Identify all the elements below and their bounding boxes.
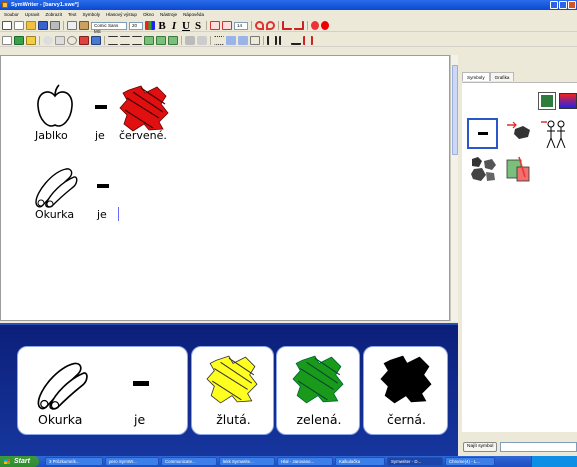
toolbar-separator (206, 21, 207, 30)
align-right-icon[interactable] (132, 36, 142, 45)
red-color-symbol[interactable] (119, 84, 169, 132)
communication-grid (0, 323, 458, 456)
minimize-button[interactable] (550, 1, 558, 9)
speech-icon[interactable] (55, 36, 65, 45)
grid-cell-okurka-je[interactable] (17, 346, 188, 435)
menu-nastroje[interactable]: Nástroje (159, 12, 178, 17)
rainbow-icon[interactable] (559, 93, 577, 109)
spacing-icon[interactable] (267, 36, 277, 45)
menu-upravit[interactable]: Upravit (24, 12, 40, 17)
taskbar-item[interactable]: lekk Symwrite... (219, 457, 275, 466)
symbol-toolbar (0, 34, 577, 47)
window-controls (550, 1, 576, 9)
green-blob-icon (292, 353, 344, 405)
taskbar-item[interactable]: 3 Průzkumník... (45, 457, 103, 466)
word-cervene[interactable]: červené. (119, 129, 167, 142)
symbol-choice-people[interactable] (539, 118, 569, 150)
arrow-back-icon[interactable] (291, 36, 301, 45)
apple-symbol[interactable] (35, 84, 75, 130)
system-tray (531, 456, 577, 467)
dash-icon (133, 381, 149, 386)
tab-symboly[interactable]: Symboly (462, 72, 490, 81)
underline-button[interactable]: U (182, 19, 190, 32)
speak-icon[interactable] (311, 21, 319, 30)
open-folder-icon[interactable] (26, 21, 36, 30)
bold-button[interactable]: B (158, 19, 166, 32)
dash-symbol (95, 105, 107, 109)
copy-icon[interactable] (67, 21, 77, 30)
arrow-left-icon[interactable] (282, 21, 292, 30)
menu-zobrazit[interactable]: Zobrazit (45, 12, 62, 17)
symbol-align-bottom-icon[interactable] (168, 36, 178, 45)
stop-icon[interactable] (321, 21, 329, 30)
paste-icon[interactable] (79, 21, 89, 30)
align-left-icon[interactable] (108, 36, 118, 45)
black-blob-icon (380, 353, 432, 405)
person-red-icon[interactable] (303, 36, 313, 45)
cucumber-symbol[interactable] (32, 166, 78, 208)
find-symbol-button[interactable]: Najít symbol (463, 442, 497, 452)
grid-icon[interactable] (2, 21, 12, 30)
taskbar-item[interactable]: Hlal - Jarovano... (277, 457, 333, 466)
exclamation-icon[interactable] (279, 36, 289, 45)
align-center-icon[interactable] (120, 36, 130, 45)
cell-word-cerna: černá. (386, 412, 427, 427)
symbol-size-up-icon[interactable] (222, 21, 232, 30)
formatting-toolbar (0, 20, 577, 32)
brush-icon[interactable] (197, 36, 207, 45)
symbol-align-middle-icon[interactable] (156, 36, 166, 45)
toggle-symbols-icon[interactable] (43, 36, 53, 45)
indent-right-icon[interactable] (238, 36, 248, 45)
window-title: SymWriter - [barvy1.swe*] (11, 2, 79, 8)
symbol-text-icon[interactable] (91, 36, 101, 45)
strike-button[interactable]: S (194, 19, 202, 32)
font-size-select[interactable]: 20 (129, 22, 143, 30)
menu-bar (0, 10, 577, 19)
toolbar-separator (63, 21, 64, 30)
redo-icon[interactable] (266, 21, 275, 30)
new-document-icon[interactable] (14, 21, 24, 30)
table-icon[interactable] (250, 36, 260, 45)
taskbar-item[interactable]: Communicate... (161, 457, 217, 466)
taskbar-item-active[interactable]: Symwriter - D... (387, 457, 443, 466)
cell-word-zluta: žlutá. (216, 412, 251, 427)
word-je-2[interactable]: je (97, 208, 107, 221)
italic-button[interactable]: I (171, 19, 177, 32)
symbol-choice-blobs[interactable] (468, 155, 498, 183)
font-name-select[interactable]: Comic Sans MS (91, 22, 127, 30)
menu-hlasovy-vystup[interactable]: Hlasový výstup (106, 12, 137, 17)
dash-icon (478, 132, 488, 135)
symbol-size-down-icon[interactable] (210, 21, 220, 30)
title-bar (0, 0, 577, 10)
symbol-choice-dash[interactable] (467, 118, 498, 149)
menu-okno[interactable]: Okno (142, 12, 154, 17)
grid-cell-zelena[interactable] (276, 346, 360, 435)
symbol-picture-icon[interactable] (14, 36, 24, 45)
find-symbol-input[interactable] (500, 442, 577, 452)
toolbar-separator (278, 21, 279, 30)
document-scrollbar[interactable] (450, 55, 458, 321)
indent-left-icon[interactable] (226, 36, 236, 45)
symbol-choice-paint[interactable] (503, 155, 533, 185)
menu-text[interactable]: Text (68, 12, 77, 17)
symbol-panel-tabs (462, 72, 514, 81)
word-jablko[interactable]: Jablko (35, 129, 68, 142)
spellcheck-icon[interactable] (2, 36, 12, 45)
toolbar-separator (307, 21, 308, 30)
list-icon[interactable] (214, 36, 224, 45)
menu-symboly[interactable]: Symboly (82, 12, 101, 17)
word-je[interactable]: je (95, 129, 105, 142)
taskbar (0, 456, 577, 467)
document-editor[interactable] (0, 55, 450, 321)
toolbar-separator (39, 36, 40, 45)
menu-napoveda[interactable]: Nápověda (183, 12, 205, 17)
grid-cell-cerna[interactable] (363, 346, 448, 435)
undo-icon[interactable] (255, 21, 264, 30)
taskbar-item[interactable]: Kalkulačka (335, 457, 385, 466)
circle-icon[interactable] (67, 36, 77, 45)
grid-cell-zluta[interactable] (191, 346, 274, 435)
print-icon[interactable] (50, 21, 60, 30)
word-okurka[interactable]: Okurka (35, 208, 75, 221)
color-picker-icon[interactable] (145, 21, 155, 30)
start-button[interactable]: Start (0, 456, 39, 467)
picture-frame-icon[interactable] (79, 36, 89, 45)
yellow-blob-icon (206, 353, 258, 405)
symbol-settings-icon[interactable] (26, 36, 36, 45)
picture-icon[interactable] (539, 93, 555, 109)
toolbar-separator (263, 36, 264, 45)
cucumber-icon (32, 360, 90, 410)
toolbar-separator (181, 36, 182, 45)
taskbar-item[interactable]: Chrome(4) - L... (445, 457, 495, 466)
symbol-align-top-icon[interactable] (144, 36, 154, 45)
symbol-size-select[interactable]: 14 (234, 22, 248, 30)
tab-grafika[interactable]: Grafika (490, 72, 515, 81)
cell-word-okurka: Okurka (38, 412, 83, 427)
cell-word-je: je (134, 412, 146, 427)
taskbar-item[interactable]: pero SymWr... (105, 457, 159, 466)
speaker-icon[interactable] (185, 36, 195, 45)
text-cursor (118, 207, 119, 221)
toolbar-separator (251, 21, 252, 30)
close-button[interactable] (568, 1, 576, 9)
app-icon (2, 2, 8, 8)
symbol-choice-blob-arrow[interactable] (505, 119, 533, 141)
save-icon[interactable] (38, 21, 48, 30)
arrow-right-icon[interactable] (294, 21, 304, 30)
cell-word-zelena: zelená. (296, 412, 342, 427)
dash-symbol (97, 184, 109, 188)
menu-soubor[interactable]: Soubor (4, 12, 19, 17)
maximize-button[interactable] (559, 1, 567, 9)
toolbar-separator (104, 36, 105, 45)
toolbar-separator (210, 36, 211, 45)
